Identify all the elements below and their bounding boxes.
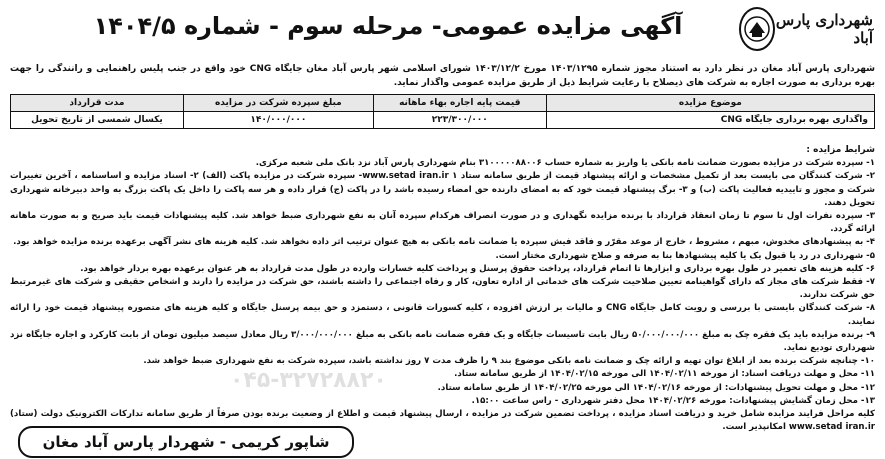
conditions-heading: شرایط مزایده :: [806, 145, 875, 155]
header-deposit: مبلغ سپرده شرکت در مزایده: [183, 95, 373, 112]
condition-item: ۲- شرکت کنندگان می بایست بعد از تکمیل مشخصات و ارائه پیشنهاد قیمت از طریق سامانه ستاد www.setad iran.ir ۱- سپرده شرکت در مزایده پاکت (الف) ۲- اسناد مزایده و اساسنامه ، آخرین تغییرات شرکت و مجوز و تاییدیه فعالیت پاکت (ب) و ۳- برگ پیشنهاد قیمت خود که به امضای دارنده حق امضاء رسیده باشد را در پاکت (ج) قرار داده و هر سه پاکت را داخل یک پاکت بزرگ به واحد دبیرخانه شهرداری تحویل دهند.: [10, 171, 875, 208]
condition-item: ۷- فقط شرکت های مجاز که دارای گواهینامه تعیین صلاحیت شرکت های خدماتی از اداره تعاون، کار و رفاه اجتماعی را داشته باشند، حق شرکت در مزایده را دارند و اشخاص حقیقی و شرکت های غیرمرتبط حق شرکت ندارند.: [10, 277, 875, 301]
conditions-section: [10, 144, 875, 434]
header-subject: موضوع مزایده: [546, 95, 874, 112]
condition-item: ۱۲- محل و مهلت تحویل پیشنهادات: از مورخه ۱۴۰۴/۰۲/۱۶ الی مورخه ۱۴۰۴/۰۲/۲۵ از طریق سامانه ستاد.: [437, 382, 875, 393]
condition-item: ۳- سپرده نفرات اول تا سوم تا زمان انعقاد قرارداد با برنده مزایده نگهداری و در صورت انصراف هرکدام سپرده آنان به نفع شهرداری ضبط خواهد شد. کلیه پیشنهادات قیمت باید صریح و به صورت ماهانه ارائه گردد.: [10, 211, 875, 235]
table-header-row: [11, 95, 875, 112]
logo-text: شهرداری پارس آباد: [775, 11, 873, 47]
table-row: [11, 112, 875, 129]
header-base-rent: قیمت پایه اجاره بهاء ماهانه: [373, 95, 546, 112]
condition-item: ۱۱- محل و مهلت دریافت اسناد: از مورخه ۱۴۰۴/۰۲/۱۱ الی مورخه ۱۴۰۴/۰۲/۱۵ از طریق سامانه ستاد.: [454, 369, 875, 380]
header-duration: مدت قرارداد: [11, 95, 184, 112]
condition-item: کلیه مراحل فرایند مزایده شامل خرید و دریافت اسناد مزایده ، پرداخت تضمین شرکت در مزایده ، ارسال پیشنهاد قیمت و اطلاع از وضعیت برنده بودن صرفاً از طریق سامانه تدارکات الکترونیک دولت (ستاد) www.setad iran.ir امکانپذیر است.: [10, 409, 875, 433]
condition-item: ۱- سپرده شرکت در مزایده بصورت ضمانت نامه بانکی یا واریز به شماره حساب ۳۱۰۰۰۰۰۸۸۰۰۶ بنام شهرداری پارس آباد نزد بانک ملی شعبه مرکزی.: [255, 158, 875, 169]
conditions-list: [10, 157, 875, 434]
notice-header: [8, 4, 877, 60]
mayor-signature-box: شاپور کریمی - شهردار پارس آباد مغان: [18, 426, 354, 458]
municipality-emblem-icon: [739, 7, 775, 51]
condition-item: ۱۳- محل زمان گشایش پیشنهادات: مورخه ۱۴۰۴/۰۲/۲۶ محل دفتر شهرداری - راس ساعت ۱۵:۰۰.: [471, 395, 875, 406]
cell-subject: واگذاری بهره برداری جایگاه CNG: [546, 112, 874, 129]
auction-table: [10, 94, 875, 129]
notice-title: آگهی مزایده عمومی- مرحله سوم - شماره ۱۴۰۴/۵: [93, 12, 683, 40]
condition-item: ۵- شهرداری در رد یا قبول یک یا کلیه پیشنهادها بنا به صرفه و صلاح شهرداری مختار است.: [495, 250, 875, 261]
condition-item: ۱۰- چنانچه شرکت برنده بعد از ابلاغ توان تهیه و ارائه چک و ضمانت نامه بانکی موضوع بند ۹ را ظرف مدت ۷ روز نداشته باشد، سپرده شرکت به نفع شهرداری ضبط خواهد شد.: [143, 356, 875, 367]
intro-paragraph: شهرداری پارس آباد مغان در نظر دارد به استناد مجوز شماره ۱۴۰۳/۱۲۹۵ مورخ ۱۴۰۳/۱۲/۲ شورای اسلامی شهر پارس آباد مغان جایگاه CNG خود واقع در جنب پلیس راهنمایی و رانندگی را جهت بهره برداری به صورت اجاره به شرکت های ذیصلاح با رعایت شرایط ذیل از طریق مزایده عمومی واگذار نماید.: [10, 64, 875, 88]
condition-item: ۸- شرکت کنندگان بایستی با بررسی و رویت کامل جایگاه CNG و مالیات بر ارزش افزوده ، کلیه کسورات قانونی ، دستمزد و حق بیمه پرسنل جایگاه و کلیه هزینه های متصوره پیشنهاد قیمت خود را ارائه نمایند.: [10, 303, 876, 327]
municipality-logo: [733, 4, 873, 54]
condition-item: ۶- کلیه هزینه های تعمیر در طول بهره برداری و ابزارها تا اتمام قرارداد، پرداخت حقوق پرسنل و پرداخت کلیه خسارات وارده در طول مدت قرارداد به هر عنوان برعهده بهره بردار خواهد بود.: [80, 263, 875, 274]
cell-base-rent: ۲۲۳/۳۰۰/۰۰۰: [373, 112, 546, 129]
phone-number: ۰۴۵-۳۲۷۲۸۸۲۰: [230, 368, 387, 393]
cell-duration: یکسال شمسی از تاریخ تحویل: [11, 112, 184, 129]
cell-deposit: ۱۴۰/۰۰۰/۰۰۰: [183, 112, 373, 129]
condition-item: ۴- به پیشنهادهای مخدوش، مبهم ، مشروط ، خارج از موعد مقرّر و فاقد فیش سپرده یا ضمانت نامه بانکی به هیچ عنوان ترتیب اثر داده نخواهد شد. کلیه هزینه های نشر آگهی برعهده برنده مزایده خواهد بود.: [13, 237, 875, 248]
condition-item: ۹- برنده مزایده باید یک فقره چک به مبلغ ۵۰/۰۰۰/۰۰۰/۰۰۰ ریال بابت تاسیسات جایگاه و یک فقره ضمانت نامه بانکی به مبلغ ۳/۰۰۰/۰۰۰/۰۰۰ ریال معادل سیصد میلیون تومان از بابت کارکرد و اجاره جایگاه نزد شهرداری تودیع نماید.: [10, 329, 876, 354]
